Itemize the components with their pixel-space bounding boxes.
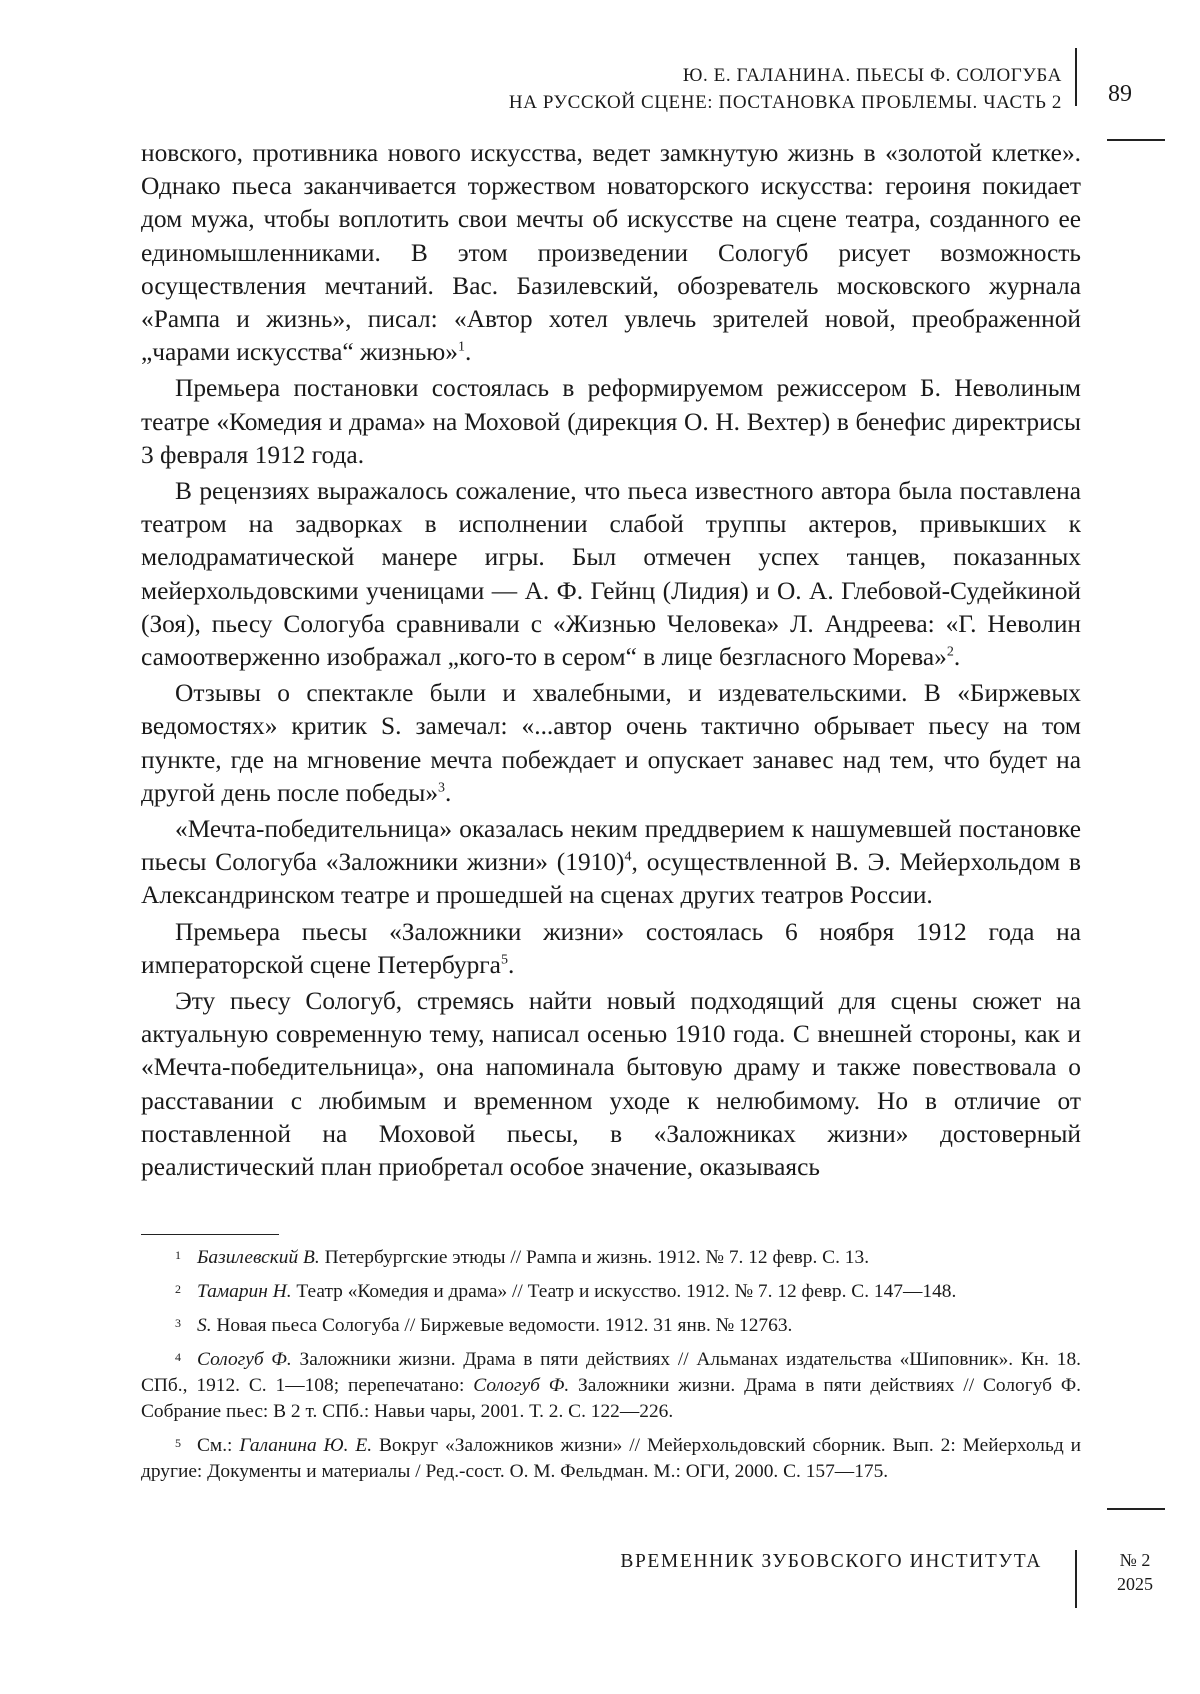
paragraph-2: В рецензиях выражалось сожаление, что пьеса известного автора была поставлена театром на задворках в исполнении слабой труппы актеров, привыкших к мелодраматической манере игры. Был отмечен успех танцев, показанных мейерхольдовскими ученицами — А. Ф. Гейнц (Лидия) и О. А. Глебовой-Судейкиной (Зоя), пьесу Сологуба сравнивали с «Жизнью Человека» Л. Андреева: «Г. Неволин самоотверженно изображал „кого-то в сером“ в лице безгласного Морева»$^2$. bbox=[141, 477, 1081, 672]
issue-info bbox=[1105, 1548, 1165, 1596]
footnote-5: 5 См.: Галанина Ю. Е. Вокруг «Заложников жизни» // Мейерхольдовский сборник. Вып. 2: Мейерхольд и другие: Документы и материалы / Ред.-сост. О. М. Фельдман. М.: ОГИ, 2000. С. 157—175. bbox=[141, 1435, 1081, 1482]
paragraph-3: Отзывы о спектакле были и хвалебными, и издевательскими. В «Биржевых ведомостях» критик S. замечал: «...автор очень тактично обрывает пьесу на том пункте, где на мгновение мечта побеждает и опускает занавес над тем, что будет на другой день после победы»$^3$. bbox=[141, 679, 1081, 807]
running-header-line1: Ю. Е. ГАЛАНИНА. ПЬЕСЫ Ф. СОЛОГУБА bbox=[682, 65, 1062, 86]
footer-vertical-rule bbox=[1075, 1550, 1077, 1608]
main-text bbox=[141, 137, 1081, 1187]
footnote-ref-3[interactable]: 3 bbox=[438, 780, 446, 796]
running-header bbox=[509, 62, 1062, 116]
footer-horizontal-rule bbox=[1107, 1508, 1165, 1510]
paragraph-1: Премьера постановки состоялась в реформируемом режиссером Б. Неволиным театре «Комедия и драма» на Моховой (дирекция О. Н. Вехтер) в бенефис директрисы 3 февраля 1912 года. bbox=[141, 374, 1081, 469]
footnote-1: 1 Базилевский В. Петербургские этюды // Рампа и жизнь. 1912. № 7. 12 февр. С. 13. bbox=[175, 1247, 870, 1268]
paragraph-6: Эту пьесу Сологуб, стремясь найти новый подходящий для сцены сюжет на актуальную современную тему, написал осенью 1910 года. С внешней стороны, как и «Мечта-победительница», она напоминала бытовую драму и также повествовала о расставании с любимым и временном уходе к нелюбимому. Но в отличие от поставленной на Моховой пьесы, в «Заложниках жизни» достоверный реалистический план приобретал особое значение, оказываясь bbox=[141, 987, 1081, 1182]
paragraph-0: новского, противника нового искусства, ведет замкнутую жизнь в «золотой клетке». Однако пьеса заканчивается торжеством новаторского искусства: героиня покидает дом мужа, чтобы воплотить свои мечты об искусстве на сцене театра, созданного ее единомышленниками. В этом произведении Сологуб рисует возможность осуществления мечтаний. Вас. Базилевский, обозреватель московского журнала «Рампа и жизнь», писал: «Автор хотел увлечь зрителей новой, преображенной „чарами искусства“ жизнью»$^1$. bbox=[141, 139, 1081, 367]
issue-year: 2025 bbox=[1117, 1574, 1153, 1594]
footnote-separator bbox=[141, 1234, 279, 1235]
paragraph-4: «Мечта-победительница» оказалась неким преддверием к нашумевшей постановке пьесы Сологуба «Заложники жизни» $(1910)^4$, осуществленной В. Э. Мейерхольдом в Александринском театре и прошедшей на сценах других театров России. bbox=[141, 815, 1081, 910]
footnote-ref-5[interactable]: 5 bbox=[500, 952, 508, 968]
footnote-ref-4[interactable]: 4 bbox=[624, 849, 632, 865]
header-horizontal-rule bbox=[1107, 139, 1165, 141]
footnote-2: 2 Тамарин Н. Театр «Комедия и драма» // Театр и искусство. 1912. № 7. 12 февр. С. 147—148. bbox=[175, 1281, 957, 1302]
issue-number: № 2 bbox=[1119, 1550, 1151, 1570]
footnote-ref-2[interactable]: 2 bbox=[946, 644, 954, 660]
footnote-3: 3 S. Новая пьеса Сологуба // Биржевые ведомости. 1912. 31 янв. № 12763. bbox=[175, 1315, 793, 1336]
page-number: 89 bbox=[1108, 81, 1132, 107]
header-vertical-rule bbox=[1075, 48, 1077, 106]
journal-title: ВРЕМЕННИК ЗУБОВСКОГО ИНСТИТУТА bbox=[620, 1551, 1042, 1572]
footnotes bbox=[141, 1245, 1081, 1493]
footnote-ref-1[interactable]: 1 bbox=[457, 339, 465, 355]
running-header-line2: НА РУССКОЙ СЦЕНЕ: ПОСТАНОВКА ПРОБЛЕМЫ. ЧАСТЬ 2 bbox=[508, 92, 1062, 113]
footnote-4: 4 Сологуб Ф. Заложники жизни. Драма в пяти действиях // Альманах издательства «Шиповник». Кн. 18. СПб., 1912. С. 1—108; перепечатано: Сологуб Ф. Заложники жизни. Драма в пяти действиях // Сологуб Ф. Собрание пьес: В 2 т. СПб.: Навьи чары, 2001. Т. 2. С. 122—226. bbox=[141, 1349, 1081, 1422]
paragraph-5: Премьера пьесы «Заложники жизни» состоялась 6 ноября 1912 года на императорской сцене Петербурга$^5$. bbox=[141, 917, 1081, 979]
